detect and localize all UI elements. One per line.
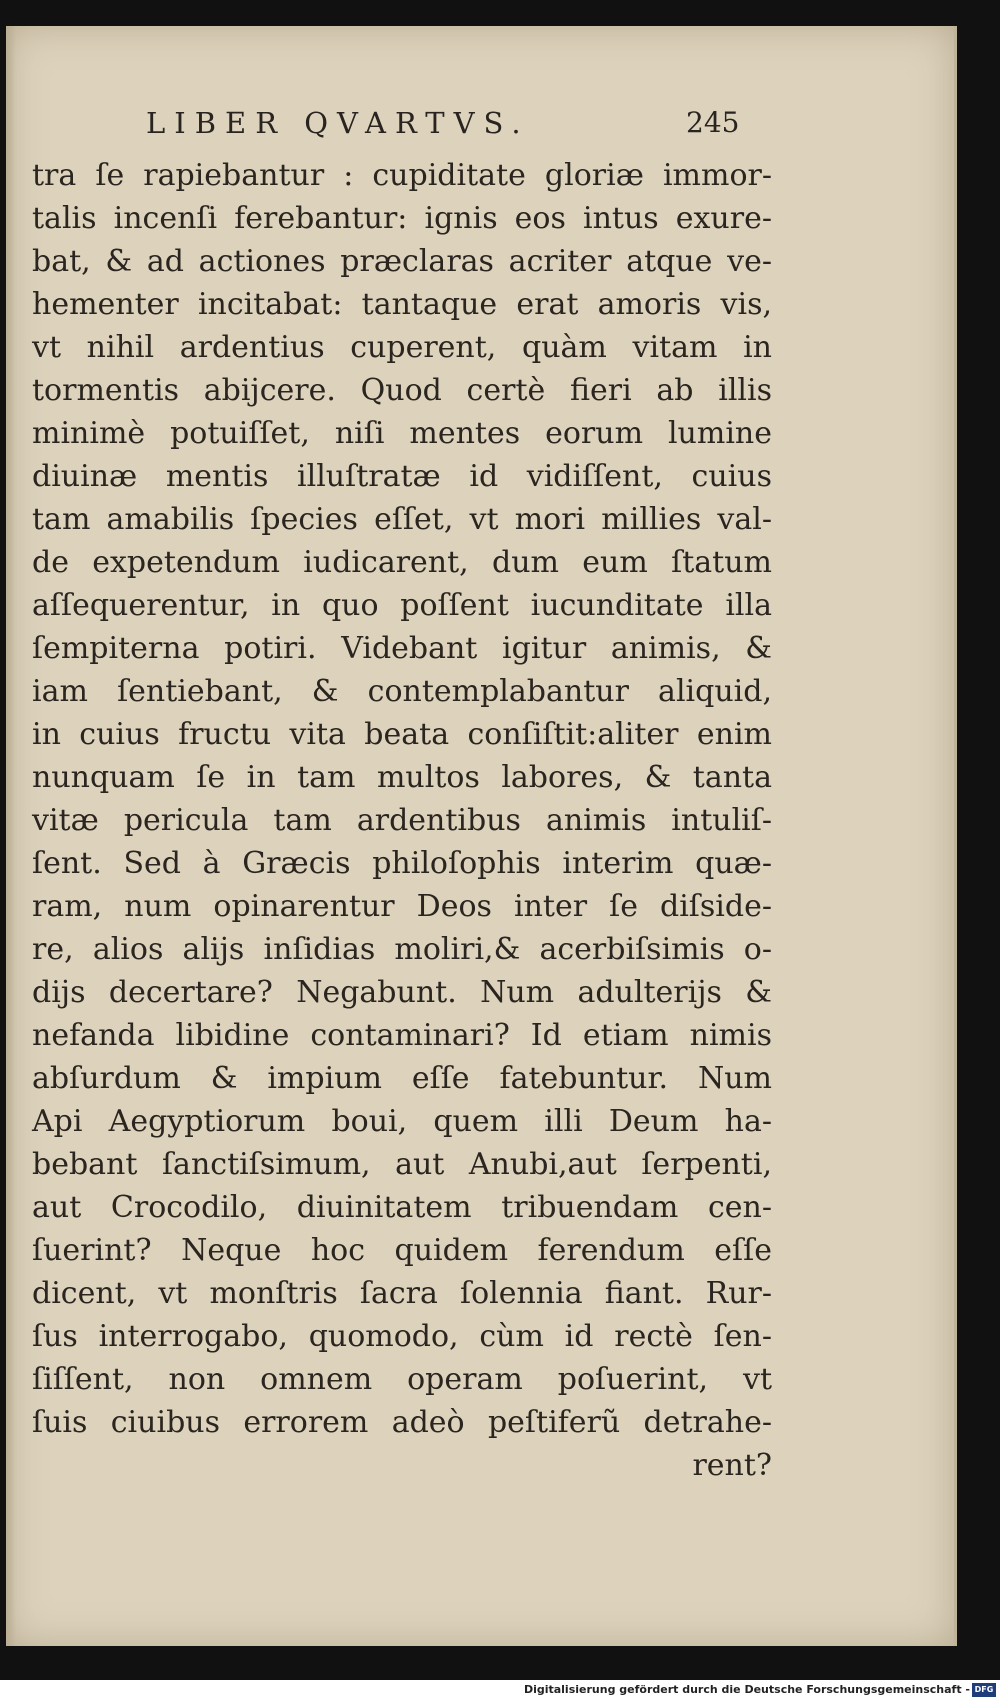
text-line: ſiſſent, non omnem operam poſuerint, vt bbox=[32, 1362, 772, 1397]
text-line: abſurdum & impium eſſe fatebuntur. Num bbox=[32, 1061, 772, 1096]
text-line: in cuius fructu vita beata conſiſtit:aliter enim bbox=[32, 717, 772, 752]
text-line: de expetendum iudicarent, dum eum ſtatum bbox=[32, 545, 772, 580]
text-line: ſuerint? Neque hoc quidem ferendum eſſe bbox=[32, 1233, 772, 1268]
body-text bbox=[32, 154, 772, 1487]
text-line: talis incenſi ferebantur: ignis eos intus exure- bbox=[32, 201, 772, 236]
text-line: bebant ſanctiſsimum, aut Anubi,aut ſerpenti, bbox=[32, 1147, 772, 1182]
text-line: ſempiterna potiri. Videbant igitur animis, & bbox=[32, 631, 772, 666]
text-line: minimè potuiſſet, niſi mentes eorum lumine bbox=[32, 416, 772, 451]
funding-credit: Digitalisierung gefördert durch die Deutsche Forschungsgemeinschaft - bbox=[523, 1683, 970, 1696]
text-line: vt nihil ardentius cuperent, quàm vitam in bbox=[32, 330, 772, 365]
text-line: nefanda libidine contaminari? Id etiam nimis bbox=[32, 1018, 772, 1053]
text-line: iam ſentiebant, & contemplabantur aliquid, bbox=[32, 674, 772, 709]
text-line: hementer incitabat: tantaque erat amoris vis, bbox=[32, 287, 772, 322]
running-head: LIBER QVARTVS. bbox=[146, 106, 530, 140]
page-number: 245 bbox=[686, 106, 740, 139]
text-line: diuinæ mentis illuſtratæ id vidiſſent, cuius bbox=[32, 459, 772, 494]
text-line: dijs decertare? Negabunt. Num adulterijs & bbox=[32, 975, 772, 1010]
catchword-line: rent? bbox=[692, 1448, 772, 1483]
text-line: aſſequerentur, in quo poſſent iucunditate illa bbox=[32, 588, 772, 623]
text-line: dicent, vt monſtris ſacra ſolennia fiant. Rur- bbox=[32, 1276, 772, 1311]
page-gutter-shadow bbox=[6, 26, 16, 1646]
text-line: vitæ pericula tam ardentibus animis intuliſ- bbox=[32, 803, 772, 838]
text-line: nunquam ſe in tam multos labores, & tanta bbox=[32, 760, 772, 795]
text-line: bat, & ad actiones præclaras acriter atque ve- bbox=[32, 244, 772, 279]
book-page bbox=[6, 26, 957, 1646]
text-line: ram, num opinarentur Deos inter ſe diſside- bbox=[32, 889, 772, 924]
text-line: ſent. Sed à Græcis philoſophis interim quæ- bbox=[32, 846, 772, 881]
text-line: tormentis abijcere. Quod certè fieri ab illis bbox=[32, 373, 772, 408]
dfg-logo-icon: DFG bbox=[972, 1683, 996, 1697]
text-line: aut Crocodilo, diuinitatem tribuendam cen- bbox=[32, 1190, 772, 1225]
text-line: ſus interrogabo, quomodo, cùm id rectè ſen- bbox=[32, 1319, 772, 1354]
text-line: tam amabilis ſpecies eſſet, vt mori millies val- bbox=[32, 502, 772, 537]
footer-bar bbox=[0, 1680, 1000, 1701]
text-line: tra ſe rapiebantur : cupiditate gloriæ immor- bbox=[32, 158, 772, 193]
text-line: Api Aegyptiorum boui, quem illi Deum ha- bbox=[32, 1104, 772, 1139]
text-line: re, alios alijs inſidias moliri,& acerbiſsimis o- bbox=[32, 932, 772, 967]
text-line: ſuis ciuibus errorem adeò peſtiferũ detrahe- bbox=[32, 1405, 772, 1440]
